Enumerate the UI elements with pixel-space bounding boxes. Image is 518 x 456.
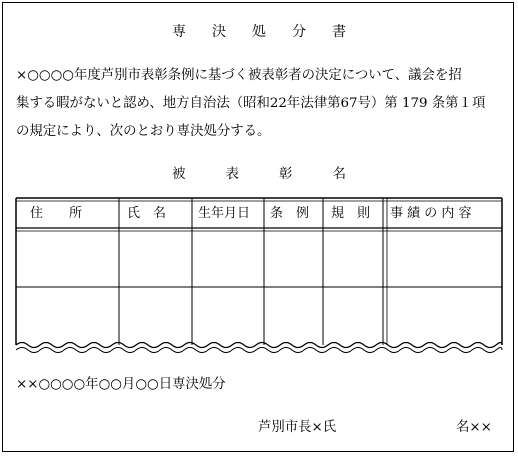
body-line-2: 集する暇がないと認め、地方自治法（昭和22年法律第67号）第 179 条第１項 xyxy=(16,96,486,111)
mayor-name-suffix: 名×× xyxy=(456,420,492,435)
header-regulation: 規 則 xyxy=(331,206,371,221)
header-birthdate: 生年月日 xyxy=(198,206,251,221)
header-ordinance: 条 例 xyxy=(270,206,310,221)
header-name: 氏 名 xyxy=(127,206,167,221)
table-title: 被表彰名 xyxy=(172,166,386,182)
document-title: 専決処分書 xyxy=(172,24,372,40)
body-line-1: ×○○○○年度芦別市表彰条例に基づく被表彰者の決定について、議会を招 xyxy=(16,68,462,83)
header-address: 住 所 xyxy=(30,206,83,221)
header-achievement: 事 績 の 内 容 xyxy=(390,206,472,221)
body-line-3: の規定により、次のとおり専決処分する。 xyxy=(16,124,271,139)
decision-date: ××○○○○年○○月○○日専決処分 xyxy=(16,377,226,392)
mayor-signature: 芦別市長×氏 xyxy=(258,420,337,435)
